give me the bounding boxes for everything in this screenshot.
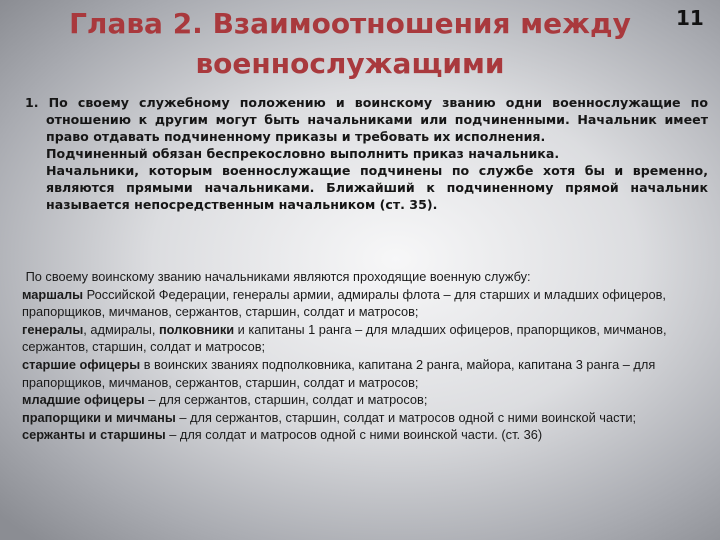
rank-sergeants-label: сержанты и старшины [22, 427, 166, 443]
rank-generals-label: генералы [22, 321, 84, 337]
article-36-intro: По своему воинскому званию начальниками являются проходящие военную службу: [25, 269, 531, 284]
article-35-subordinate-duty: Подчиненный обязан беспрекословно выполнить приказ начальника. [46, 146, 560, 161]
rank-junior-officers-label: младшие офицеры [22, 392, 145, 408]
article-35-item-1: 1. По своему служебному положению и воинскому званию одни военнослужащие по отношению к другим могут быть начальниками или подчиненными. Начальник имеет право отдавать подчиненному приказы и требовать их исполнения. [25, 95, 708, 144]
rank-senior-officers: старшие офицеры в воинских званиях подполковника, капитана 2 ранга, майора, капитана 3 ранга – для прапорщиков, мичманов, сержантов, старшин, солдат и матросов; [22, 356, 656, 390]
rank-junior-officers: младшие офицеры – для сержантов, старшин, солдат и матросов; [22, 392, 428, 408]
rank-marshals-label: маршалы [22, 286, 84, 302]
article-35-block [25, 94, 708, 213]
article-36-block [22, 268, 710, 444]
rank-warrant-officers: прапорщики и мичманы – для сержантов, старшин, солдат и матросов одной с ними воинской части; [22, 409, 637, 425]
rank-senior-officers-label: старшие офицеры [22, 356, 141, 372]
article-35-direct-superiors: Начальники, которым военнослужащие подчинены по службе хотя бы и временно, являются прямыми начальниками. Ближайший к подчиненному прямой начальник называется непосредственным начальником (ст. 35). [46, 163, 708, 212]
rank-colonels-label: полковники [158, 321, 235, 337]
rank-warrant-officers-label: прапорщики и мичманы [22, 409, 176, 425]
rank-marshals: маршалы Российской Федерации, генералы армии, адмиралы флота – для старших и младших офицеров, прапорщиков, мичманов, сержантов, старшин, солдат и матросов; [22, 286, 666, 320]
page-number: 11 [676, 6, 704, 30]
rank-sergeants: сержанты и старшины – для солдат и матросов одной с ними воинской части. (ст. 36) [22, 427, 543, 443]
rank-generals: генералы, адмиралы, полковники и капитаны 1 ранга – для младших офицеров, прапорщиков, мичманов, сержантов, старшин, солдат и матросов; [22, 321, 667, 355]
slide-title: Глава 2. Взаимоотношения между военнослужащими [69, 7, 631, 80]
